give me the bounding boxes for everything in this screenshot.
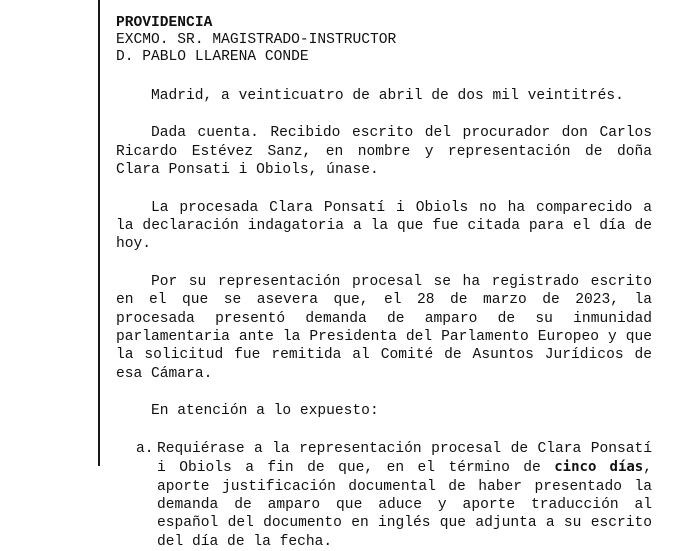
magistrate-title: EXCMO. SR. MAGISTRADO-INSTRUCTOR: [116, 32, 397, 48]
resolution-list: [116, 440, 652, 551]
list-item: [116, 440, 652, 551]
list-item-text-end: , aporte justificación documental de haber presentado la demanda de amparo que aduce y aporte traducción al español del documento en inglés que adjunta a su escrito del día de la fecha.: [157, 460, 652, 550]
paragraph-atencion: En atención a lo expuesto:: [151, 403, 379, 420]
magistrate-name: D. PABLO LLARENA CONDE: [116, 49, 309, 65]
paragraph-amparo: Por su representación procesal se ha registrado escrito en el que se asevera que, el 28 de marzo de 2023, la procesada presentó demanda de amparo de su inmunidad parlamentaria ante la Presidenta del Parlamento Europeo y que la solicitud fue remitida al Comité de Asuntos Jurídicos de esa Cámara.: [116, 273, 652, 382]
document-body: [116, 15, 652, 551]
margin-rule: [98, 0, 100, 466]
list-marker: a.: [136, 440, 154, 457]
date-line: Madrid, a veinticuatro de abril de dos mil veintitrés.: [151, 88, 624, 104]
paragraph-dada-cuenta: Dada cuenta. Recibido escrito del procurador don Carlos Ricardo Estévez Sanz, en nombre y representación de doña Clara Ponsati i Obiols, únase.: [116, 125, 652, 179]
paragraph-no-comparecencia: La procesada Clara Ponsatí i Obiols no ha comparecido a la declaración indagatoria a la que fue citada para el día de hoy.: [116, 199, 652, 253]
deadline-emphasis: cinco días: [554, 459, 644, 476]
document-title: PROVIDENCIA: [116, 15, 213, 31]
list-item-text-start: Requiérase a la representación procesal de Clara Ponsatí i Obiols a fin de que, en el término de: [157, 440, 652, 477]
